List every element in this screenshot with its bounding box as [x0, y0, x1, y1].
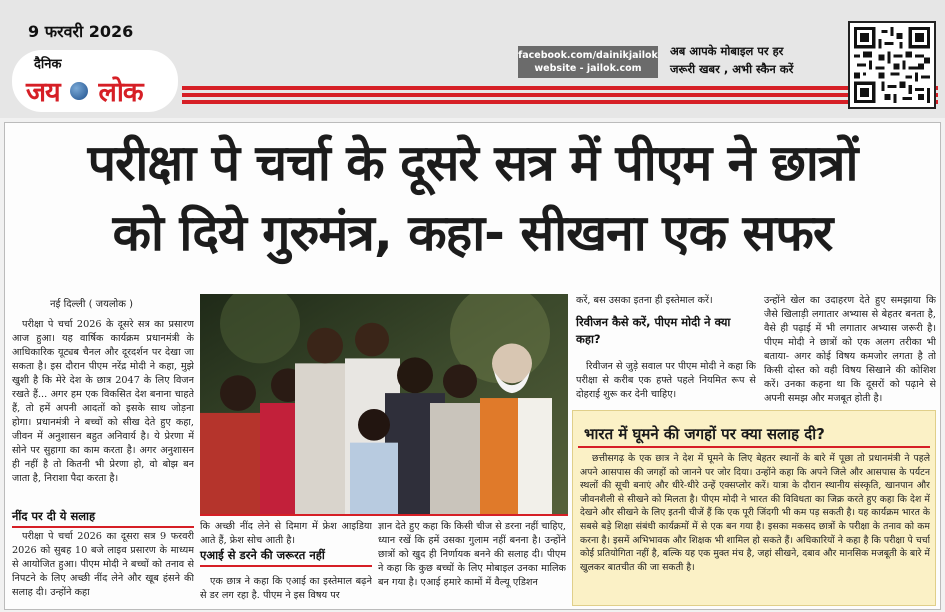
scan-line-1: अब आपके मोबाइल पर हर	[670, 44, 784, 58]
page-title	[6, 128, 939, 268]
col1-paragraph-2: परीक्षा पे चर्चा 2026 का दूसरा सत्र 9 फरवरी 2026 को सुबह 10 बजे लाइव प्रसारण के माध्यम से आयोजित हुआ। पीएम मोदी ने बच्चों को तनाव से निपटने के लिए अच्छी नींद लेने और खूब हंसने की सलाह दी। उन्होंने कहा	[12, 531, 194, 598]
subheading-ai: एआई से डरने की जरूरत नहीं	[200, 548, 372, 567]
masthead-rules	[182, 86, 938, 110]
website-link[interactable]: website - jailok.com	[534, 63, 642, 74]
box-title-rule	[578, 446, 930, 448]
col2-paragraph-2: एक छात्र ने कहा कि एआई का इस्तेमाल बढ़ने से डर लग रहा है. पीएम ने इस विषय पर	[200, 576, 372, 601]
logo-word-jay: जय	[26, 77, 60, 108]
newspaper-logo[interactable]	[12, 50, 178, 112]
photo-illustration	[200, 294, 568, 514]
logo-small-text: दैनिक	[34, 57, 62, 72]
qr-code-graphic	[854, 27, 930, 103]
col2-paragraph-1: कि अच्छी नींद लेने से दिमाग में फ्रेश आइडिया आते हैं, फ्रेश सोच आती है।	[200, 521, 372, 546]
globe-icon	[70, 82, 88, 100]
facebook-link[interactable]: facebook.com/dainikjailok	[518, 50, 658, 61]
scan-line-2: जरूरी खबर , अभी स्कैन करें	[670, 62, 794, 76]
headline-line-2: को दिये गुरुमंत्र, कहा- सीखना एक सफर	[112, 204, 833, 262]
col3-paragraph-3: ज्ञान देते हुए कहा कि किसी चीज से डरना नहीं चाहिए, ध्यान रखें कि हमें उसका गुलाम नहीं बनना है। उन्होंने छात्रों को खुद ही निर्णायक बनने की सलाह दी। पीएम ने कहा कि कुछ बच्चों के लिए मोबाइल उनका मालिक बन गया है। एआई हमारे कामों में वैल्यू एडिशन	[378, 521, 566, 588]
headline-line-1: परीक्षा पे चर्चा के दूसरे सत्र में पीएम ने छात्रों	[87, 134, 858, 192]
col3-paragraph-2: रिवीजन से जुड़े सवाल पर पीएम मोदी ने कहा कि परीक्षा से करीब एक हफ्ते पहले नियमित रूप से दोहराई शुरू कर देनी चाहिए।	[576, 361, 756, 400]
col3-paragraph-1: करें, बस उसका इतना ही इस्तेमाल करें।	[576, 295, 713, 306]
logo-word-lok: लोक	[98, 77, 143, 108]
issue-date: 9 फरवरी 2026	[28, 22, 134, 41]
col4-paragraph-1: उन्होंने खेल का उदाहरण देते हुए समझाया कि जैसे खिलाड़ी लगातार अभ्यास से बेहतर बनता है, वैसे ही पढ़ाई में भी लगातार अभ्यास जरूरी है। पीएम मोदी ने छात्रों को एक अलग तरीका भी बताया- अगर कोई विषय कमजोर लगता है तो किसी दोस्त को वही विषय सिखाने की कोशिश करें। उनका कहना था कि दूसरों को पढ़ाने से अपनी समझ और मजबूत होती है।	[764, 295, 936, 404]
masthead	[0, 0, 945, 118]
col1-paragraph-1: परीक्षा पे चर्चा 2026 के दूसरे सत्र का प्रसारण आज हुआ। यह वार्षिक कार्यक्रम प्रधानमंत्री के आधिकारिक यूट्यब चैनल और दूरदर्शन पर देखा जा सकता है। इस दौरान पीएम नरेंद्र मोदी ने कहा, मुझे खुशी है कि मेरे देश के छात्र 2047 के लिए विजन रखते हैं... अगर हम एक विकसित देश बनाना चाहते हैं, तो हमें अपनी आदतों को इसके साथ जोड़ना होगा। प्रधानमंत्री ने बच्चों को सीख देते हुए कहा, जीवन में अनुशासन बहुत अनिवार्य है। ये प्रेरणा में सोने पर सुहागा का काम करता है। अगर अनुशासन ही नहीं है तो कितनी भी प्रेरणा हो, वो बोझ बन जाता है, निराशा पैदा करता है।	[12, 319, 194, 484]
box-title: भारत में घूमने की जगहों पर क्या सलाह दी?	[584, 425, 825, 443]
dateline: नई दिल्ली ( जयलोक )	[50, 299, 134, 310]
box-paragraph: छत्तीसगढ़ के एक छात्र ने देश में घूमने के लिए बेहतर स्थानों के बारे में पूछा तो प्रधानमंत्री ने पहले अपने आसपास की जगहों को जानने पर जोर दिया। उन्होंने कहा कि अपने जिले और आसपास के पर्यटन स्थलों की सूची बनाएं और धीरे-धीरे उन्हें एक्सप्लोर करें। यात्रा के दौरान स्थानीय संस्कृति, खानपान और जीवनशैली से सीखने को मिलता है। पीएम मोदी ने भारत की विविधता का जिक्र करते हुए कहा कि देश में देखने और सीखने के लिए इतनी चीजें हैं कि एक पूरी जिंदगी भी कम पड़ सकती है। यह कार्यक्रम भारत के सबसे बड़े शिक्षा संबंधी कार्यक्रमों में से एक बन गया है। इसका मकसद छात्रों के परीक्षा के तनाव को कम करना है। इसमें अभिभावक और शिक्षक भी शामिल हो सकते हैं। अधिकारियों ने कहा है कि परीक्षा पे चर्चा कोई प्रतियोगिता नहीं है, बल्कि यह एक मुक्त मंच है, जहां सीखने, दबाव और मानसिक मजबूती के बारे में खुलकर बातचीत की जा सकती है।	[580, 453, 930, 573]
subheading-sleep: नींद पर दी ये सलाह	[12, 509, 194, 528]
subheading-revision: रिवीजन कैसे करें, पीएम मोदी ने क्या कहा?	[576, 315, 731, 346]
qr-code-icon[interactable]	[848, 21, 936, 109]
logo-wordmark	[26, 72, 143, 109]
students-with-pm-photo	[200, 294, 568, 516]
scan-prompt	[670, 42, 793, 78]
social-links-box[interactable]	[518, 46, 658, 78]
